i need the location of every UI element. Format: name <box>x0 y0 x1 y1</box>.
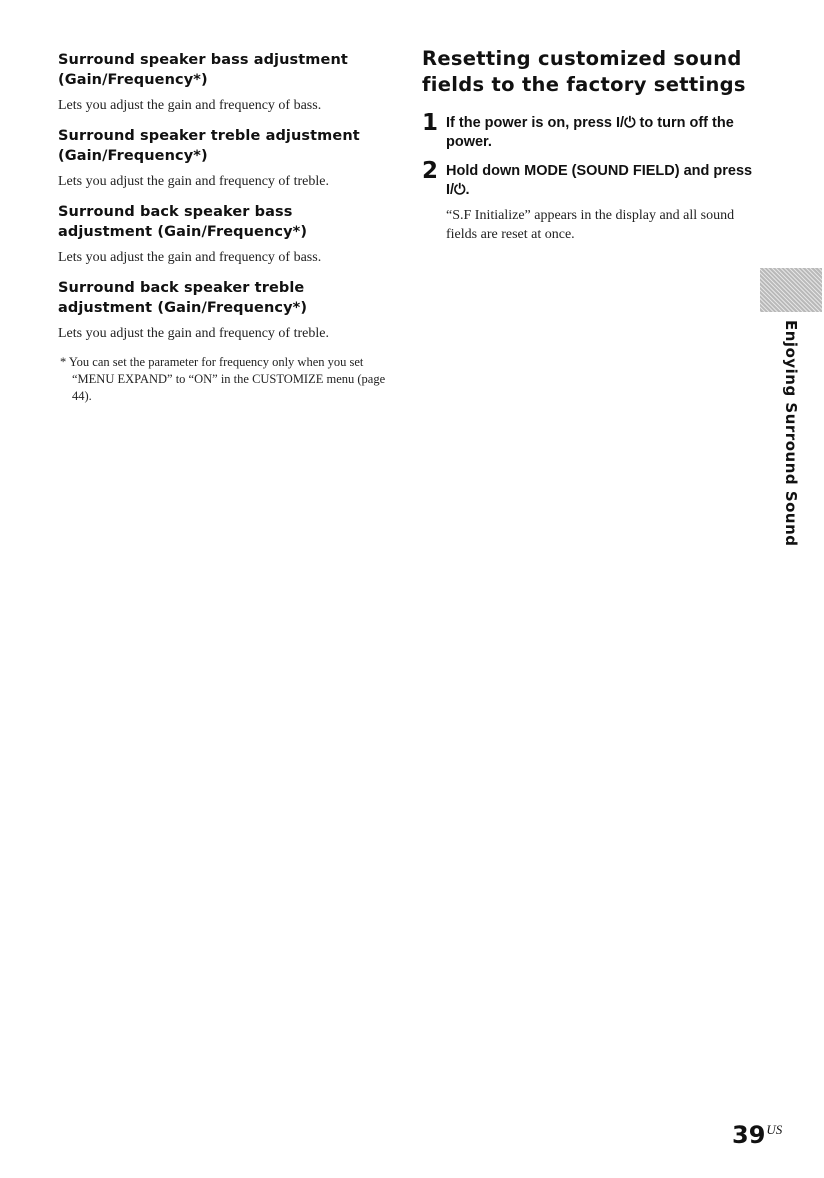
section-surround-treble <box>58 126 388 191</box>
section-surround-back-treble <box>58 278 388 343</box>
section-heading: Surround speaker bass adjustment (Gain/Frequency*) <box>58 52 348 88</box>
section-body: Lets you adjust the gain and frequency of treble. <box>58 326 329 341</box>
section-title: Resetting customized sound fields to the factory settings <box>422 47 746 96</box>
page-region-suffix: US <box>766 1122 783 1137</box>
section-surround-bass <box>58 50 388 115</box>
section-heading: Surround speaker treble adjustment (Gain/Frequency*) <box>58 128 360 164</box>
step-description: “S.F Initialize” appears in the display and all sound fields are reset at once. <box>446 208 735 242</box>
step-1 <box>422 110 762 152</box>
section-surround-back-bass <box>58 202 388 267</box>
page-number-value: 39 <box>732 1121 766 1149</box>
side-tab-marker <box>760 268 822 312</box>
footnote: * You can set the parameter for frequency only when you set “MENU EXPAND” to “ON” in the CUSTOMIZE menu (page 44). <box>60 355 386 403</box>
section-body: Lets you adjust the gain and frequency of bass. <box>58 98 322 113</box>
step-instruction: Hold down MODE (SOUND FIELD) and press I/⏻. <box>446 163 753 198</box>
right-column <box>422 46 762 254</box>
step-number: 2 <box>422 158 439 184</box>
page-number <box>732 1116 782 1149</box>
side-tab-label: Enjoying Surround Sound <box>782 320 800 547</box>
section-heading: Surround back speaker treble adjustment (Gain/Frequency*) <box>58 280 308 316</box>
step-number: 1 <box>422 110 439 136</box>
step-2 <box>422 158 762 244</box>
section-heading: Surround back speaker bass adjustment (Gain/Frequency*) <box>58 204 308 240</box>
section-body: Lets you adjust the gain and frequency of treble. <box>58 174 329 189</box>
left-column <box>58 50 388 405</box>
section-body: Lets you adjust the gain and frequency of bass. <box>58 250 322 265</box>
step-instruction: If the power is on, press I/⏻ to turn off the power. <box>446 115 734 150</box>
